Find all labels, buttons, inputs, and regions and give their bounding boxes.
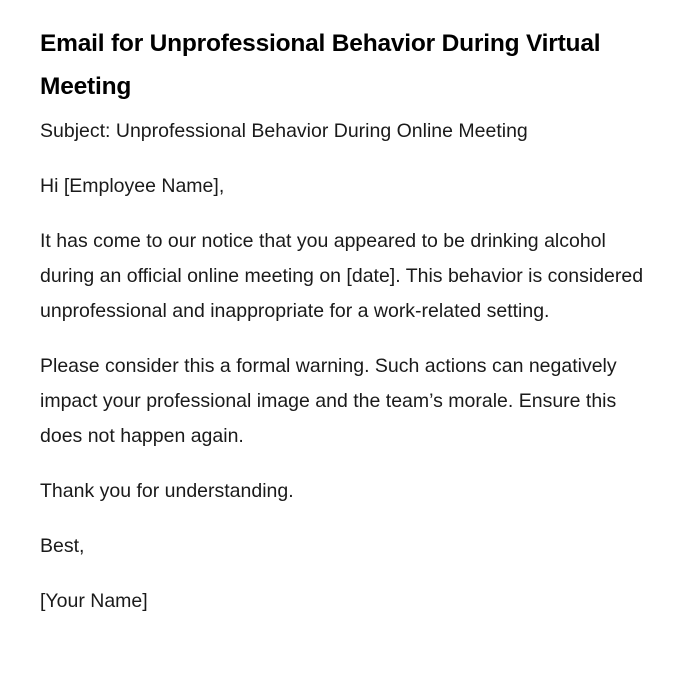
email-thanks: Thank you for understanding.	[40, 480, 294, 502]
email-body-paragraph-2: Please consider this a formal warning. Such actions can negatively impact your professional image and the team’s morale. Ensure this does not happen again.	[40, 355, 617, 447]
email-subject: Subject: Unprofessional Behavior During Online Meeting	[40, 120, 528, 142]
email-greeting: Hi [Employee Name],	[40, 175, 225, 197]
document-title: Email for Unprofessional Behavior During Virtual Meeting	[40, 30, 601, 100]
email-signature: [Your Name]	[40, 590, 148, 612]
email-closing: Best,	[40, 535, 85, 557]
email-body-paragraph-1: It has come to our notice that you appeared to be drinking alcohol during an official online meeting on [date]. This behavior is considered unprofessional and inappropriate for a work-related setting.	[40, 230, 644, 322]
